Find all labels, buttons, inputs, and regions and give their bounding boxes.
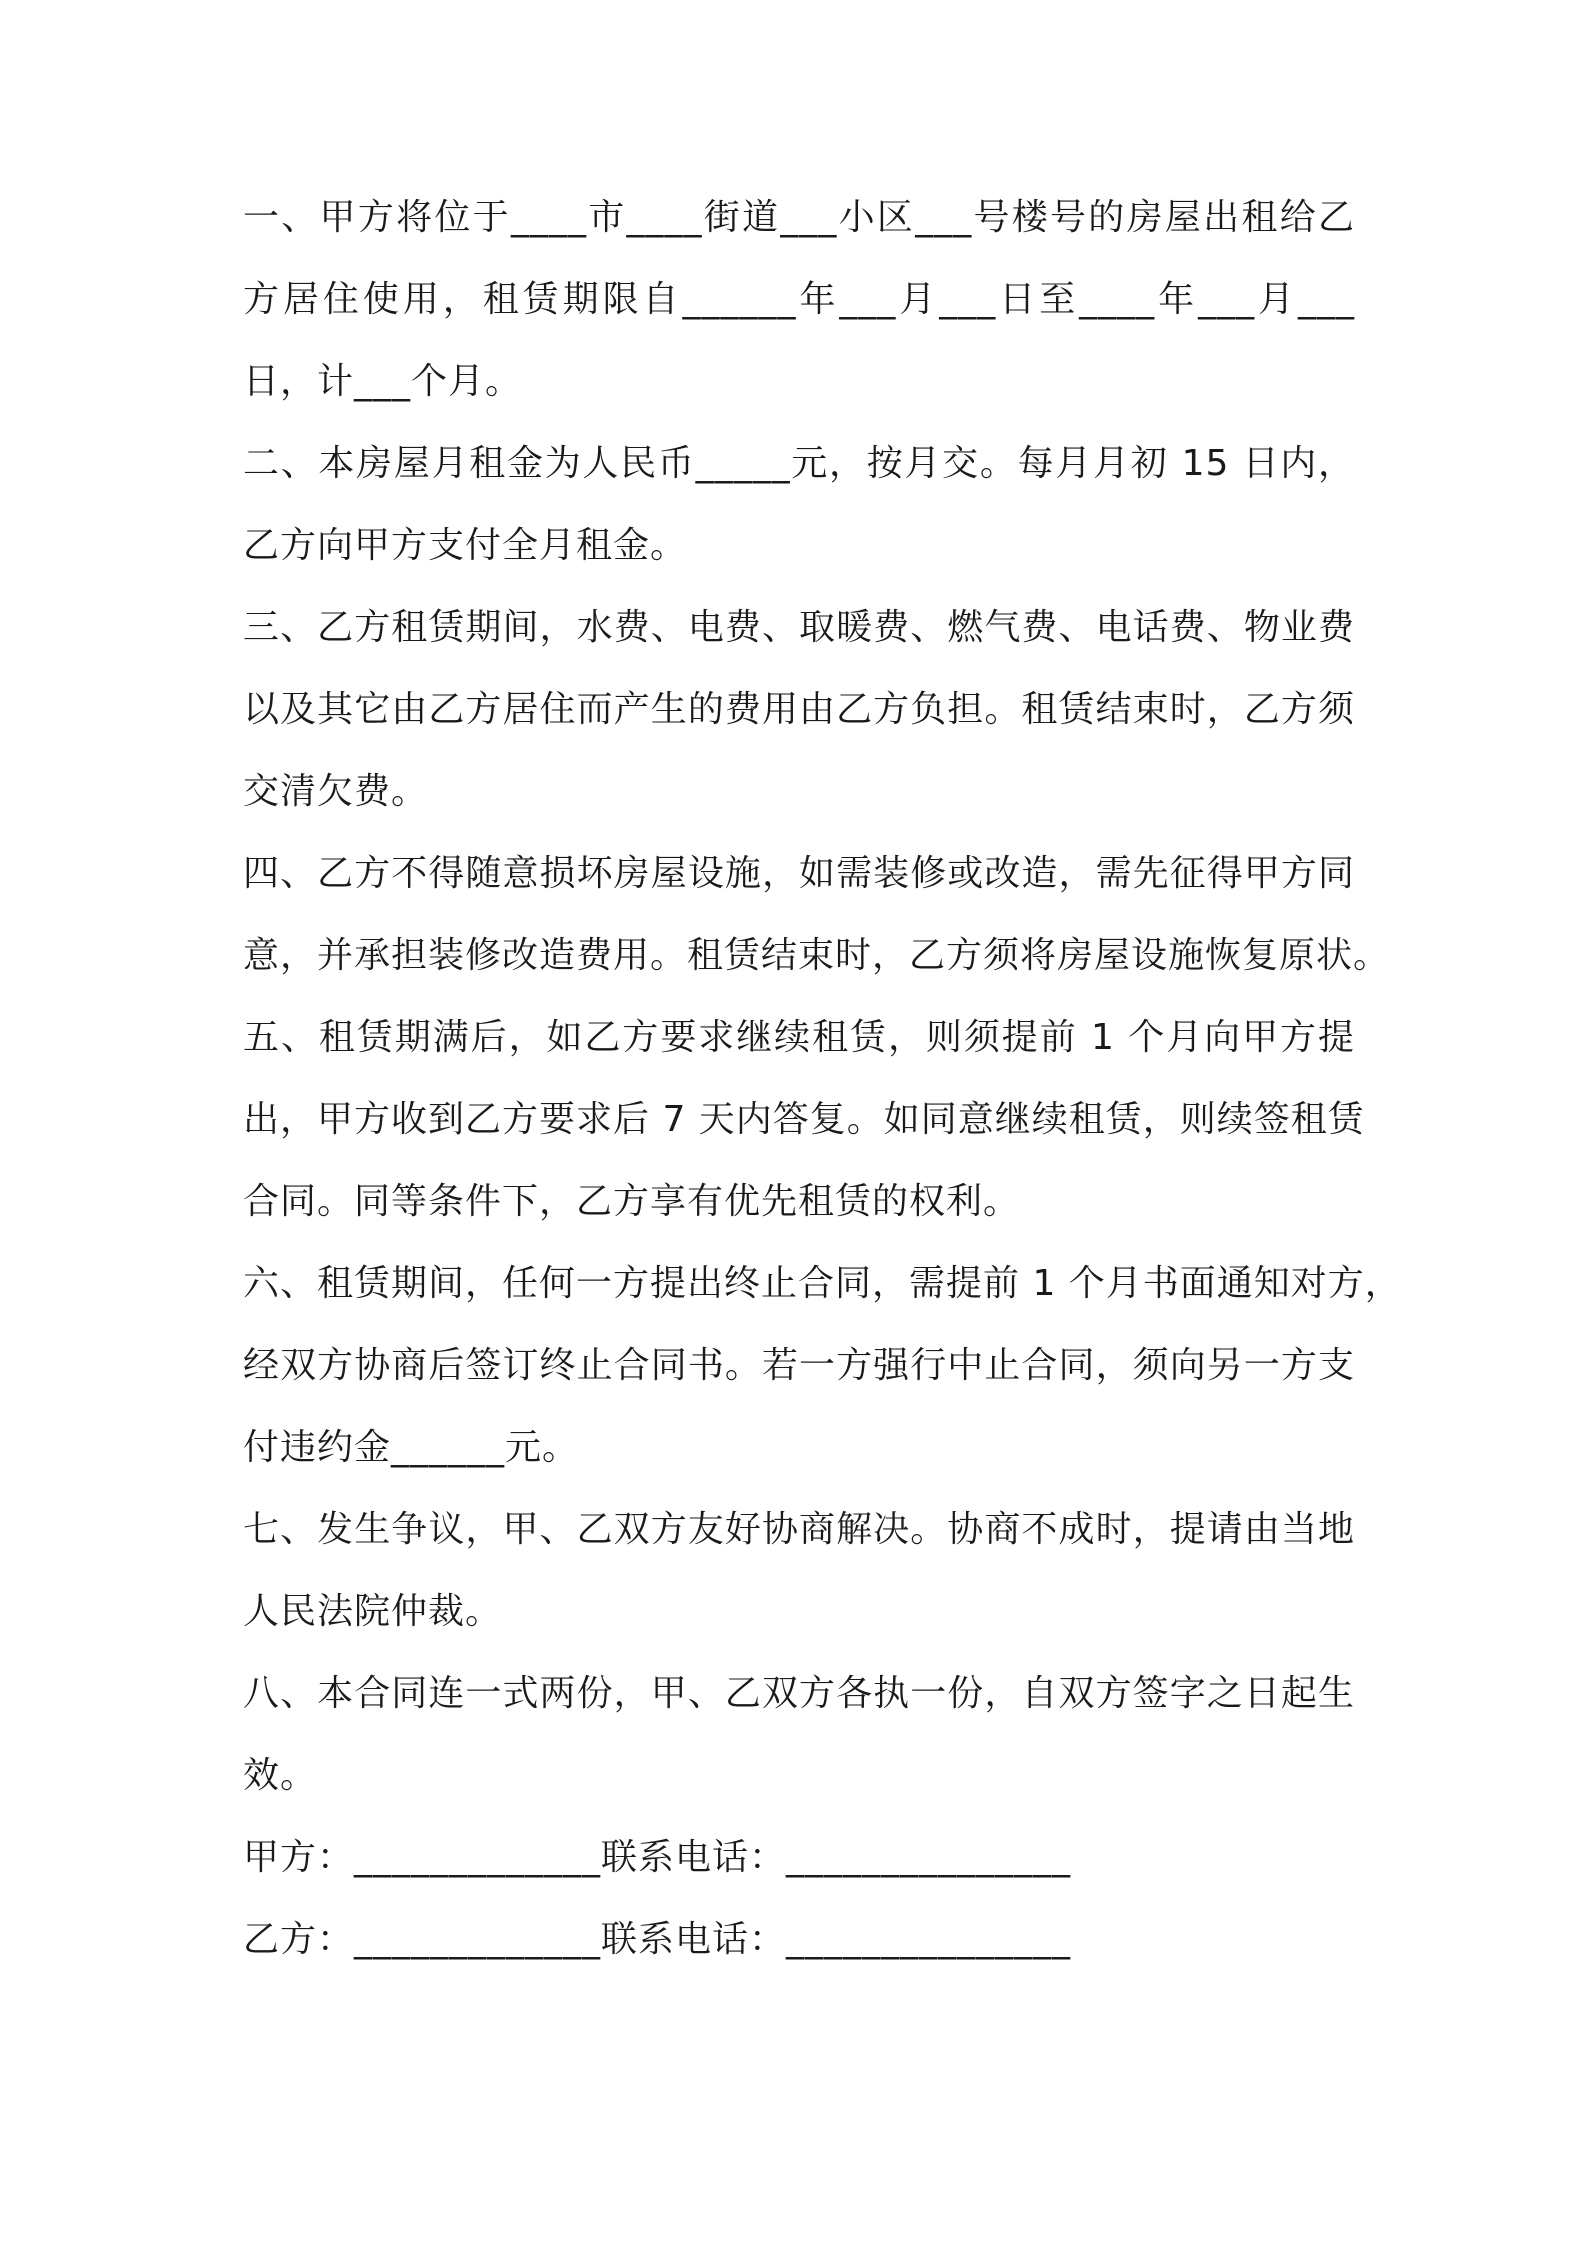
clause-4-line-1: 四、乙方不得随意损坏房屋设施，如需装修或改造，需先征得甲方同	[243, 853, 1355, 894]
clause-8-line-1: 八、本合同连一式两份，甲、乙双方各执一份，自双方签字之日起生	[243, 1673, 1355, 1714]
clause-3-line-2: 以及其它由乙方居住而产生的费用由乙方负担。租赁结束时，乙方须	[243, 689, 1355, 730]
clause-2-line-1: 二、本房屋月租金为人民币_____元，按月交。每月月初 15 日内，	[243, 443, 1355, 484]
clause-5-line-3: 合同。同等条件下，乙方享有优先租赁的权利。	[243, 1181, 1021, 1222]
clause-7-line-2: 人民法院仲裁。	[243, 1591, 503, 1632]
clause-6-line-2: 经双方协商后签订终止合同书。若一方强行中止合同，须向另一方支	[243, 1345, 1355, 1386]
party-a-signature-line: 甲方：_____________联系电话：_______________	[243, 1837, 1072, 1878]
clause-1-line-3: 日，计___个月。	[243, 361, 523, 402]
clause-5-line-2: 出，甲方收到乙方要求后 7 天内答复。如同意继续租赁，则续签租赁	[243, 1099, 1365, 1140]
party-b-signature-line: 乙方：_____________联系电话：_______________	[243, 1919, 1072, 1960]
clause-3-line-3: 交清欠费。	[243, 771, 429, 812]
clause-2-line-2: 乙方向甲方支付全月租金。	[243, 525, 688, 566]
clause-3-line-1: 三、乙方租赁期间，水费、电费、取暖费、燃气费、电话费、物业费	[243, 607, 1355, 648]
clause-5-line-1: 五、租赁期满后，如乙方要求继续租赁，则须提前 1 个月向甲方提	[243, 1017, 1355, 1058]
clause-4-line-2: 意，并承担装修改造费用。租赁结束时，乙方须将房屋设施恢复原状。	[243, 935, 1391, 976]
clause-1-line-2: 方居住使用，租赁期限自______年___月___日至____年___月___	[243, 279, 1355, 320]
clause-6-line-1: 六、租赁期间，任何一方提出终止合同，需提前 1 个月书面通知对方，	[243, 1263, 1402, 1304]
clause-7-line-1: 七、发生争议，甲、乙双方友好协商解决。协商不成时，提请由当地	[243, 1509, 1355, 1550]
clause-6-line-3: 付违约金______元。	[243, 1427, 580, 1468]
clause-8-line-2: 效。	[243, 1755, 318, 1796]
clause-1-line-1: 一、甲方将位于____市____街道___小区___号楼号的房屋出租给乙	[243, 197, 1355, 238]
